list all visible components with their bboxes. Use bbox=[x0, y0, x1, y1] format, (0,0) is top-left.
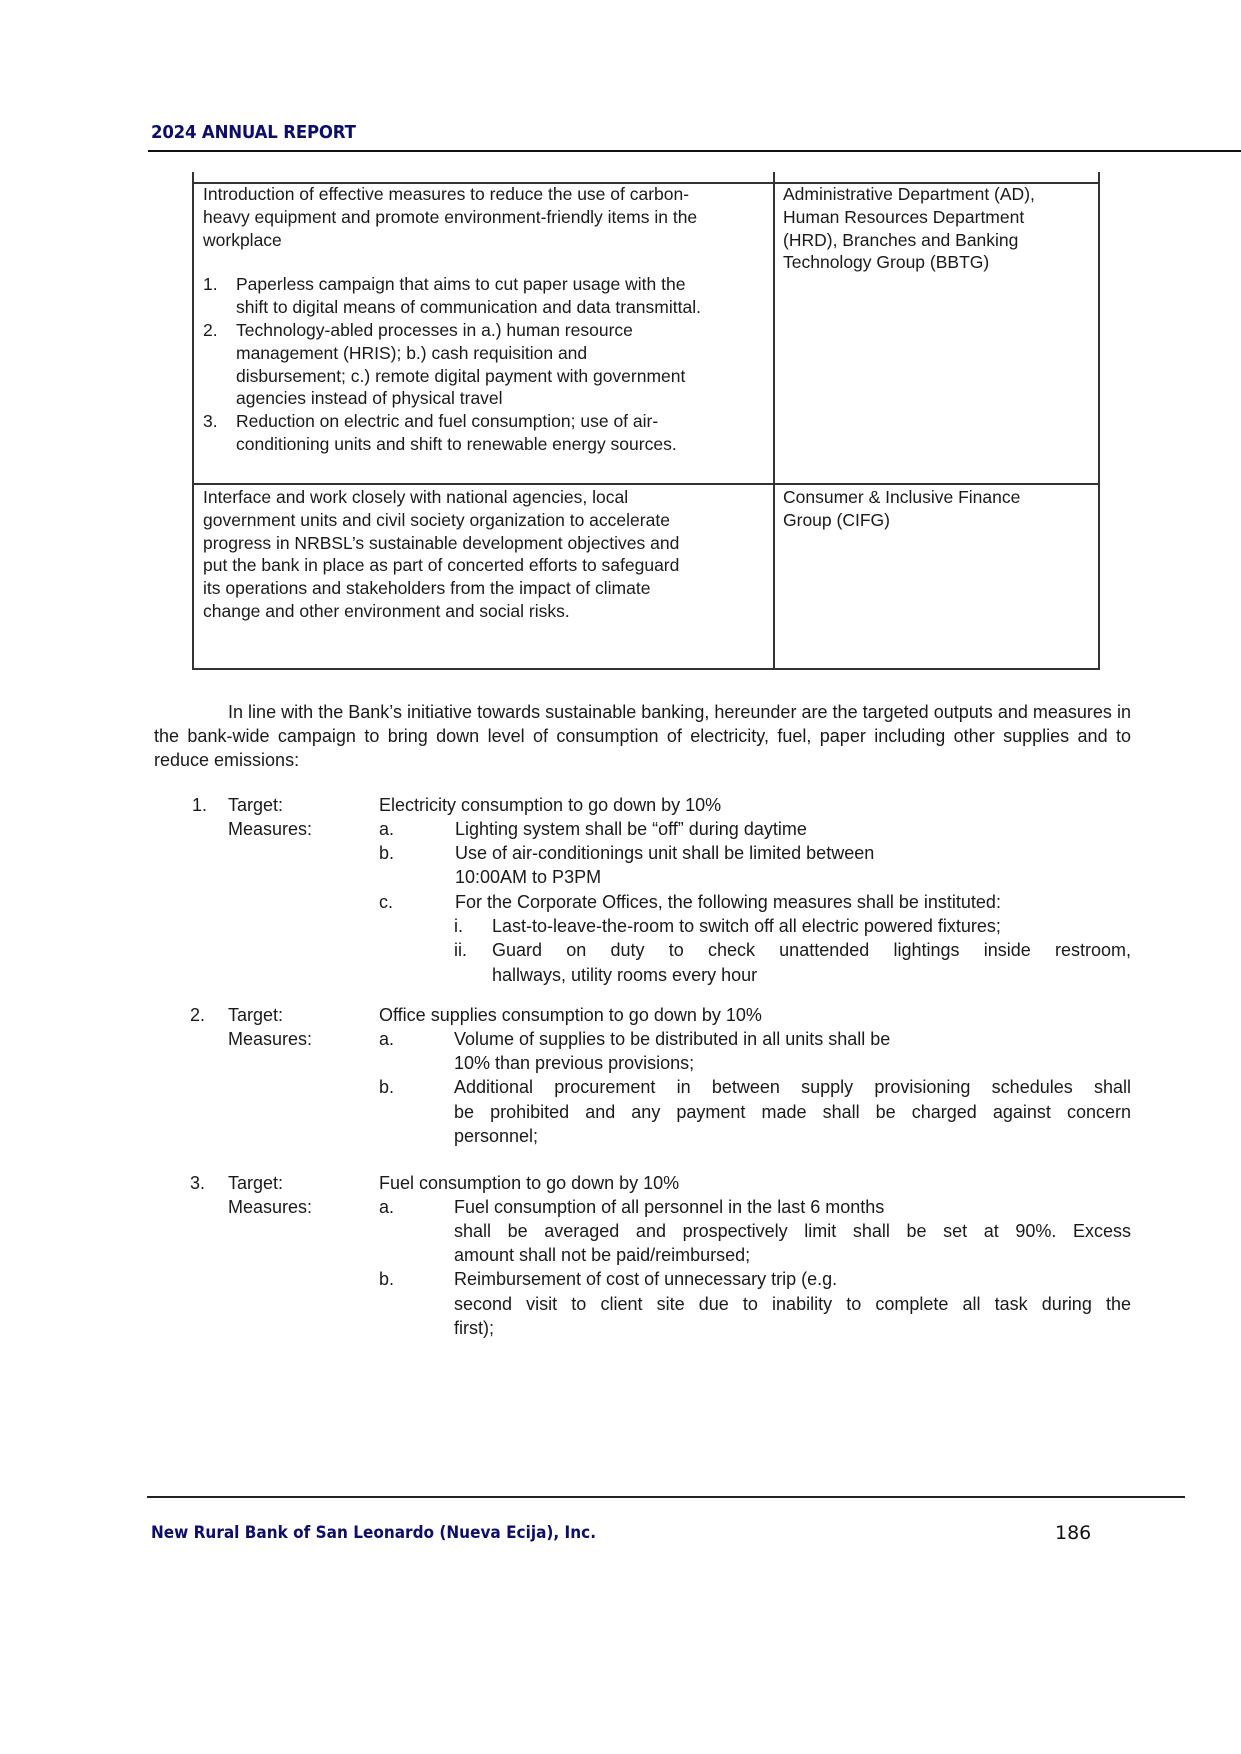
report-header-title: 2024 ANNUAL REPORT bbox=[151, 122, 356, 143]
list-item: 1. Paperless campaign that aims to cut paper usage with the shift to digital means of communication and data transmittal. bbox=[203, 274, 701, 318]
intro-paragraph: In line with the Bank’s initiative towards sustainable banking, hereunder are the targeted outputs and measures in the bank-wide campaign to bring down level of consumption of electricity, fuel, paper including other supplies and to reduce emissions: bbox=[154, 702, 1131, 770]
target-label: Target: bbox=[228, 1173, 284, 1193]
table-row-2-description: Interface and work closely with national agencies, local government units and civil society organization to accelerate progress in NRBSL’s sustainable development objectives and put the bank in place as part of concerted efforts to safeguard its operations and stakeholders from the impact of climate change and other environment and social risks. bbox=[203, 487, 680, 621]
target-label: Target: bbox=[228, 795, 284, 815]
measures-label: Measures: bbox=[228, 1029, 313, 1049]
target-text: Fuel consumption to go down by 10% bbox=[379, 1173, 680, 1193]
table-border-right bbox=[1098, 172, 1100, 670]
description-line: heavy equipment and promote environment-friendly items in the bbox=[203, 206, 698, 227]
target-text: Electricity consumption to go down by 10% bbox=[379, 795, 722, 815]
list-item: 3. Reduction on electric and fuel consumption; use of air- conditioning units and shift to renewable energy sources. bbox=[203, 411, 677, 454]
description-line: Introduction of effective measures to reduce the use of carbon- bbox=[203, 184, 690, 204]
footer-company-name: New Rural Bank of San Leonardo (Nueva Ecija), Inc. bbox=[151, 1523, 597, 1543]
description-line: workplace bbox=[203, 229, 282, 250]
header-divider bbox=[148, 150, 1241, 152]
table-border-middle bbox=[773, 172, 775, 670]
table-row-1-responsible: Administrative Department (AD), Human Resources Department (HRD), Branches and Banking Technology Group (BBTG) bbox=[783, 184, 1035, 273]
table-border-bottom bbox=[192, 668, 1100, 670]
page-number: 186 bbox=[1055, 1522, 1092, 1544]
measures-label: Measures: bbox=[228, 819, 313, 839]
target-text: Office supplies consumption to go down by 10% bbox=[379, 1005, 762, 1025]
list-item: 2. Technology-abled processes in a.) human resource management (HRIS); b.) cash requisition and disbursement; c.) remote digital payment with government agencies instead of physical travel bbox=[203, 319, 686, 409]
table-border-left bbox=[192, 172, 194, 670]
table-row-divider bbox=[192, 483, 1100, 485]
table-row-1-description bbox=[203, 183, 769, 456]
measures-label: Measures: bbox=[228, 1197, 313, 1217]
measures-list bbox=[203, 273, 769, 455]
target-label: Target: bbox=[228, 1005, 284, 1025]
table-row-2-responsible: Consumer & Inclusive Finance Group (CIFG) bbox=[783, 487, 1021, 530]
footer-divider bbox=[147, 1496, 1185, 1498]
